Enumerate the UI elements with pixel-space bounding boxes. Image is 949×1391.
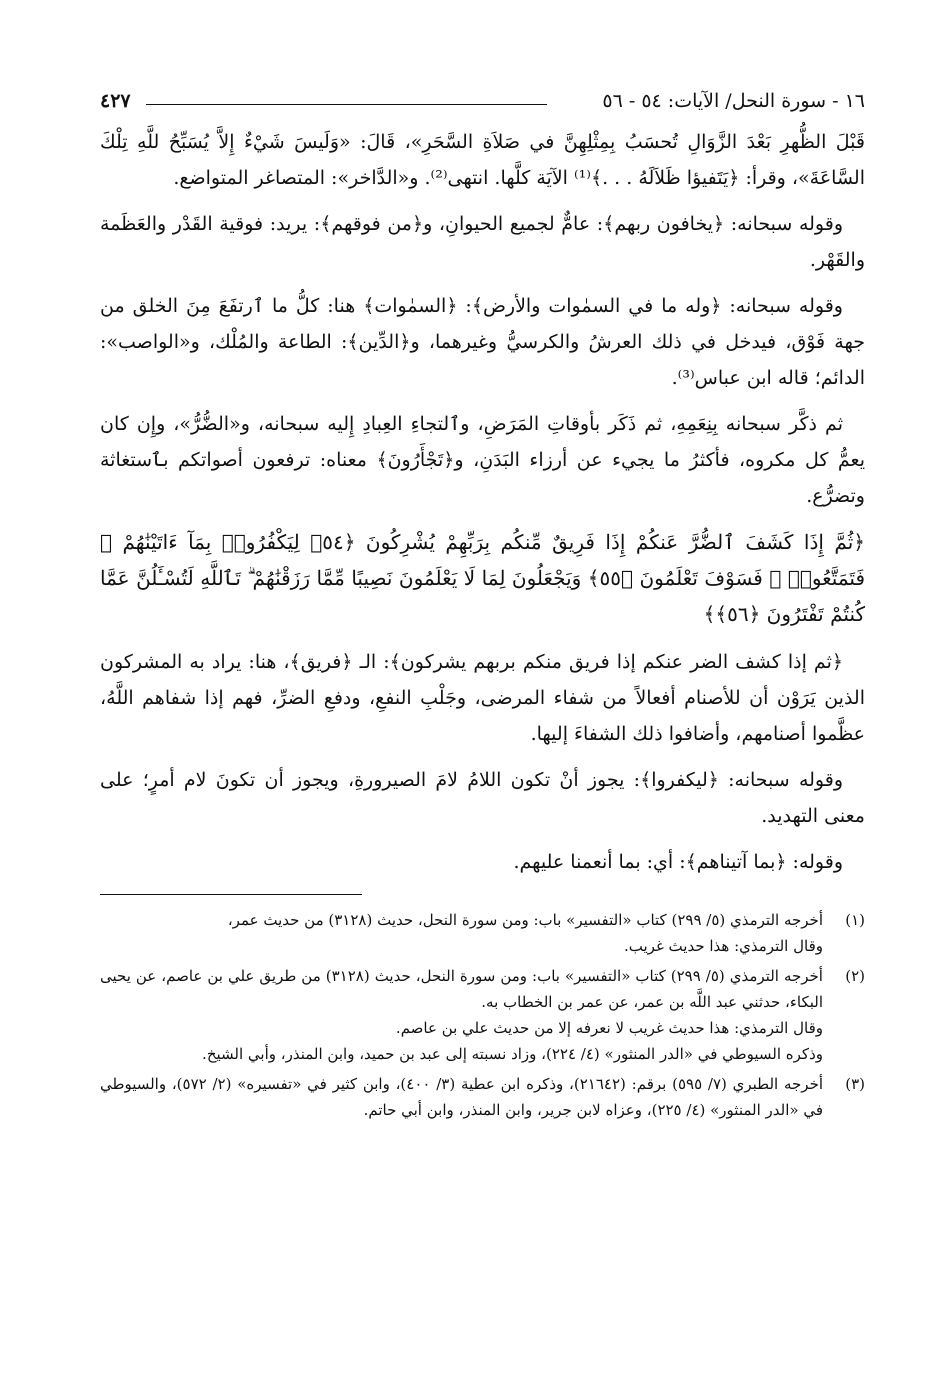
paragraph: وقوله: ﴿بما آتيناهم﴾: أي: بما أنعمنا عليهم.: [513, 851, 843, 873]
footnote-item: [100, 907, 865, 959]
header-rule: [146, 104, 547, 105]
footnote-item: [100, 1071, 865, 1123]
document-page: [100, 88, 865, 1378]
paragraph: وقوله سبحانه: ﴿وله ما في السمٰوات والأرض﴾: ﴿السمٰوات﴾ هنا: كلُّ ما ٱرتفَعَ مِنَ الخلق من جهة فَوْق، فيدخل في ذلك العرشُ والكرسيُّ وغيرهما، و﴿الدِّين﴾: الطاعة والمُلْك، و«الواصب»: الدائم؛ قاله ابن عباس⁽³⁾.: [100, 295, 865, 389]
footnote-number: (٣): [845, 1075, 865, 1093]
page-number: ٤٢٧: [100, 90, 131, 112]
footnote-text: [100, 1071, 823, 1123]
footnote-line: أخرجه الطبري (٧/ ٥٩٥) برقم: (٢١٦٤٢)، وذكره ابن عطية (٣/ ٤٠٠)، وابن كثير في «تفسيره» (٢/ ٥٧٢)، والسيوطي في «الدر المنثور» (٤/ ٢٢٥)، وعزاه لابن جرير، وابن المنذر، وابن أبي حاتم.: [100, 1075, 824, 1119]
footnote-number: (٢): [845, 967, 865, 985]
footnote-line: وذكره السيوطي في «الدر المنثور» (٤/ ٢٢٤)، وزاد نسبته إلى عبد بن حميد، وابن المنذر، وأبي الشيخ.: [202, 1045, 823, 1063]
footnotes: [100, 907, 865, 1123]
paragraph: ﴿ثم إذا كشف الضر عنكم إذا فريق منكم بربهم يشركون﴾: الـ ﴿فريق﴾، هنا: يراد به المشركون الذين يَرَوْن أن للأصنام أفعالاً من شفاء المرضى، وجَلْبِ النفعِ، ودفعِ الضرِّ، فهم إذا شفاهم اللَّهُ، عظَّموا أصنامهم، وأضافوا ذلك الشفاءَ إليها.: [100, 651, 865, 745]
footnote-line: أخرجه الترمذي (٥/ ٢٩٩) كتاب «التفسير» باب: ومن سورة النحل، حديث (٣١٢٨) من حديث عمر،: [227, 911, 823, 929]
footnote-separator: [100, 894, 362, 895]
footnote-item: [100, 963, 865, 1067]
footnote-line: أخرجه الترمذي (٥/ ٢٩٩) كتاب «التفسير» باب: ومن سورة النحل، حديث (٣١٢٨) من طريق علي بن عاصم، عن يحيى البكاء، حدثني عبد اللَّه بن عمر، عن عمر بن الخطاب به.: [100, 967, 823, 1011]
quran-verse: ﴿ثُمَّ إِذَا كَشَفَ ٱلضُّرَّ عَنكُمْ إِذَا فَرِيقٌ مِّنكُم بِرَبِّهِمْ يُشْرِكُونَ ﴿٥٤﴾ لِيَكْفُرُوا۟ بِمَآ ءَاتَيْنَٰهُمْ ۚ فَتَمَتَّعُوا۟ ۖ فَسَوْفَ تَعْلَمُونَ ﴿٥٥﴾ وَيَجْعَلُونَ لِمَا لَا يَعْلَمُونَ نَصِيبًا مِّمَّا رَزَقْنَٰهُمْ ۗ تَٱللَّهِ لَتُسْـَٔلُنَّ عَمَّا كُنتُمْ تَفْتَرُونَ ﴿٥٦﴾﴾: [100, 530, 866, 626]
paragraph: قَبْلَ الظُّهرِ بَعْدَ الزَّوَالِ تُحسَبُ بِمِثْلِهِنَّ في صَلاَةِ السَّحَرِ»، قَالَ: «وَلَيسَ شَيْءٌ إِلاَّ يُسَبِّحُ للَّهِ تِلْكَ السَّاعَةَ»، وقرأ: ﴿يَتَفيؤا ظَلاَلَهُ . . .﴾⁽¹⁾ الآيَة كلَّها. انتهى⁽²⁾. و«الدَّاخر»: المتصاغر المتواضع.: [100, 131, 865, 189]
footnote-text: [100, 963, 823, 1067]
paragraph: وقوله سبحانه: ﴿يخافون ربهم﴾: عامٌّ لجميع الحيوانِ، و﴿من فوقهم﴾: يريد: فوقية القَدْر والعَظَمة والقَهْر.: [100, 213, 865, 271]
footnote-number: (١): [845, 911, 865, 929]
footnote-line: وقال الترمذي: هذا حديث غريب لا نعرفه إلا من حديث علي بن عاصم.: [395, 1019, 823, 1037]
main-text: [100, 124, 865, 880]
footnote-text: [100, 907, 823, 959]
running-title: ١٦ - سورة النحل/ الآيات: ٥٤ - ٥٦: [602, 90, 865, 112]
footnote-line: وقال الترمذي: هذا حديث غريب.: [624, 937, 823, 955]
paragraph: وقوله سبحانه: ﴿ليكفروا﴾: يجوز أنْ تكون اللامُ لامَ الصيرورةِ، ويجوز أن تكونَ لام أمرٍ؛ على معنى التهديد.: [100, 769, 865, 827]
paragraph: ثم ذكَّر سبحانه بِنِعَمِهِ، ثم ذَكَر بأوقاتِ المَرَضِ، وٱلتجاءِ العِبادِ إِليه سبحانه، و«الضُّرُّ»، وإِن كان يعمُّ كل مكروه، فأكثرُ ما يجيء عن أرزاء البَدَنِ، و﴿تَجْأَرُونَ﴾ معناه: ترفعون أصواتكم بٱستغاثة وتضرُّع.: [100, 413, 865, 507]
running-header: [100, 88, 865, 124]
